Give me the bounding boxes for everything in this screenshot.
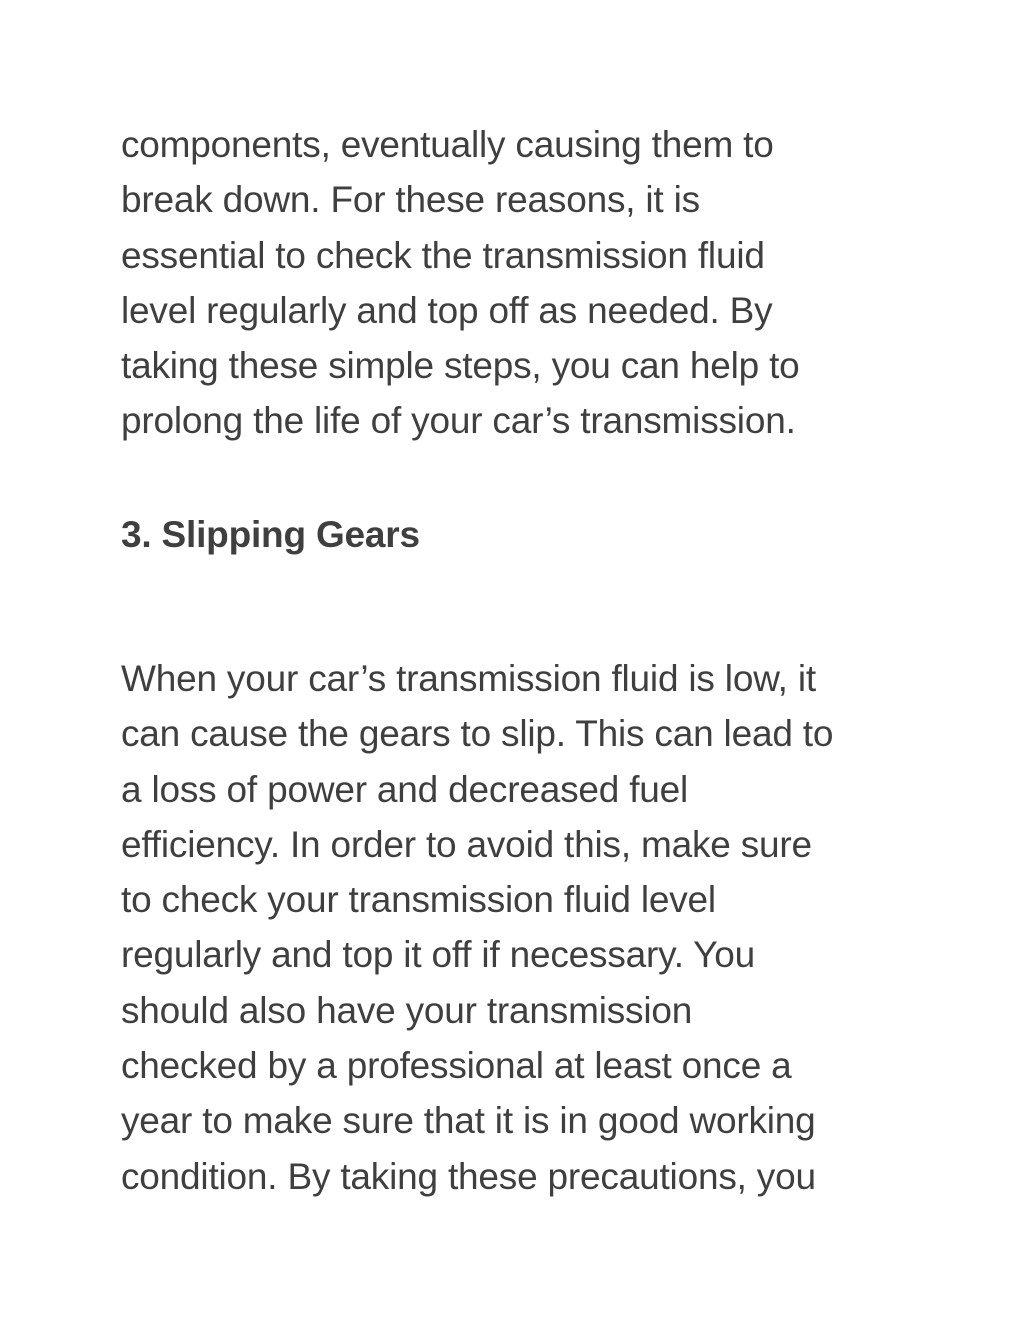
- paragraph-line: a loss of power and decreased fuel: [121, 768, 689, 810]
- paragraph-slipping-gears: [121, 651, 833, 1204]
- paragraph-line: prolong the life of your car’s transmission.: [121, 400, 796, 442]
- paragraph-transmission-fluid-check: [121, 117, 800, 449]
- paragraph-line: should also have your transmission: [121, 989, 693, 1031]
- section-heading: 3. Slipping Gears: [121, 514, 420, 555]
- paragraph-line: to check your transmission fluid level: [121, 879, 716, 921]
- paragraph-line: break down. For these reasons, it is: [121, 179, 700, 221]
- paragraph-line: efficiency. In order to avoid this, make sure: [121, 823, 812, 865]
- paragraph-line: condition. By taking these precautions, you: [121, 1155, 816, 1197]
- paragraph-line: year to make sure that it is in good working: [121, 1100, 816, 1142]
- paragraph-line: components, eventually causing them to: [121, 124, 774, 165]
- paragraph-line: checked by a professional at least once a: [121, 1045, 792, 1087]
- paragraph-line: taking these simple steps, you can help to: [121, 345, 800, 387]
- paragraph-line: can cause the gears to slip. This can lead to: [121, 713, 834, 755]
- paragraph-line: When your car’s transmission fluid is low, it: [121, 658, 816, 699]
- paragraph-line: level regularly and top off as needed. By: [121, 289, 773, 331]
- paragraph-line: essential to check the transmission fluid: [121, 234, 765, 276]
- paragraph-line: regularly and top it off if necessary. You: [121, 934, 756, 976]
